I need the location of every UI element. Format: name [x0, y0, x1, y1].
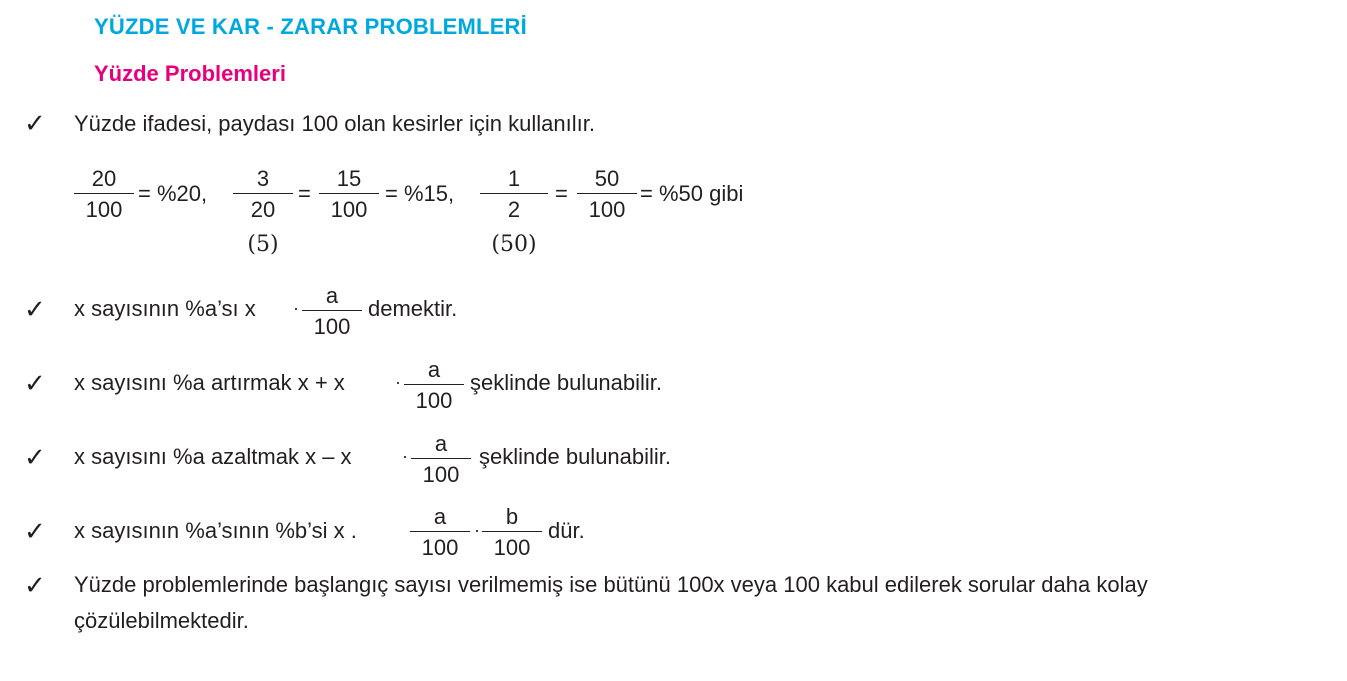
fraction-bar: [233, 193, 293, 194]
denominator: 100: [330, 197, 368, 222]
fraction-bar: [411, 458, 471, 459]
denominator: 100: [313, 314, 351, 339]
numerator: 20: [91, 166, 117, 191]
fraction-bar: [319, 193, 379, 194]
fraction-bar: [302, 310, 362, 311]
numerator: a: [325, 283, 339, 308]
equals-sign: =: [555, 181, 568, 206]
bullet-text-percent-of-percent: x sayısının %a’sının %b’si x .: [74, 518, 357, 543]
numerator: 1: [507, 166, 521, 191]
denominator: 100: [422, 462, 460, 487]
numerator: b: [505, 504, 519, 529]
multiplication-dot: ·: [474, 520, 480, 540]
fraction-bar: [74, 193, 134, 194]
numerator: a: [427, 357, 441, 382]
denominator: 20: [250, 197, 276, 222]
multiplier-50: (50): [491, 232, 537, 257]
fraction-15-100: [319, 166, 379, 222]
checkmark-icon: ✓: [24, 516, 46, 546]
fraction-20-100: [74, 166, 134, 222]
fraction-b-100: [482, 504, 542, 560]
fraction-bar: [482, 531, 542, 532]
fraction-bar: [480, 193, 548, 194]
fraction-bar: [404, 384, 464, 385]
bullet-text-suffix: şeklinde bulunabilir.: [470, 370, 663, 395]
checkmark-icon: ✓: [24, 442, 46, 472]
numerator: 50: [594, 166, 620, 191]
equals-sign: =: [298, 181, 311, 206]
fraction-bar: [410, 531, 470, 532]
equals-percent-20: = %20,: [138, 181, 208, 206]
fraction-bar: [577, 193, 637, 194]
checkmark-icon: ✓: [24, 368, 46, 398]
equals-percent-50-gibi: = %50 gibi: [640, 181, 744, 206]
denominator: 100: [493, 535, 531, 560]
bullet-text-suffix: demektir.: [368, 296, 458, 321]
checkmark-icon: ✓: [24, 294, 46, 324]
multiplication-dot: ·: [395, 372, 401, 392]
fraction-50-100: [577, 166, 637, 222]
fraction-3-20: [233, 166, 293, 222]
checkmark-icon: ✓: [24, 108, 46, 138]
numerator: 15: [336, 166, 362, 191]
bullet-text-percent-of-x: x sayısının %a’sı x: [74, 296, 256, 321]
denominator: 100: [415, 388, 453, 413]
denominator: 2: [507, 197, 521, 222]
denominator: 100: [421, 535, 459, 560]
multiplier-5: (5): [247, 232, 279, 257]
section-title: Yüzde Problemleri: [94, 61, 286, 86]
numerator: 3: [256, 166, 270, 191]
denominator: 100: [85, 197, 123, 222]
numerator: a: [433, 504, 447, 529]
fraction-a-100: [411, 431, 471, 487]
multiplication-dot: ·: [293, 298, 299, 318]
checkmark-icon: ✓: [24, 570, 46, 600]
page-title: YÜZDE VE KAR - ZARAR PROBLEMLERİ: [94, 14, 527, 39]
equals-percent-15: = %15,: [385, 181, 455, 206]
numerator: a: [434, 431, 448, 456]
denominator: 100: [588, 197, 626, 222]
bullet-text-suffix: şeklinde bulunabilir.: [479, 444, 672, 469]
bullet-text-increase: x sayısını %a artırmak x + x: [74, 370, 345, 395]
bullet-text-tip-line1: Yüzde problemlerinde başlangıç sayısı verilmemiş ise bütünü 100x veya 100 kabul edilerek sorular daha kolay: [74, 572, 1148, 597]
bullet-text-suffix: dür.: [548, 518, 585, 543]
fraction-a-100: [404, 357, 464, 413]
fraction-a-100: [302, 283, 362, 339]
fraction-1-2: [480, 166, 548, 222]
fraction-a-100: [410, 504, 470, 560]
multiplication-dot: ·: [402, 446, 408, 466]
bullet-text-tip-line2: çözülebilmektedir.: [74, 608, 249, 633]
bullet-text-decrease: x sayısını %a azaltmak x – x: [74, 444, 352, 469]
bullet-text-definition: Yüzde ifadesi, paydası 100 olan kesirler için kullanılır.: [74, 111, 595, 136]
